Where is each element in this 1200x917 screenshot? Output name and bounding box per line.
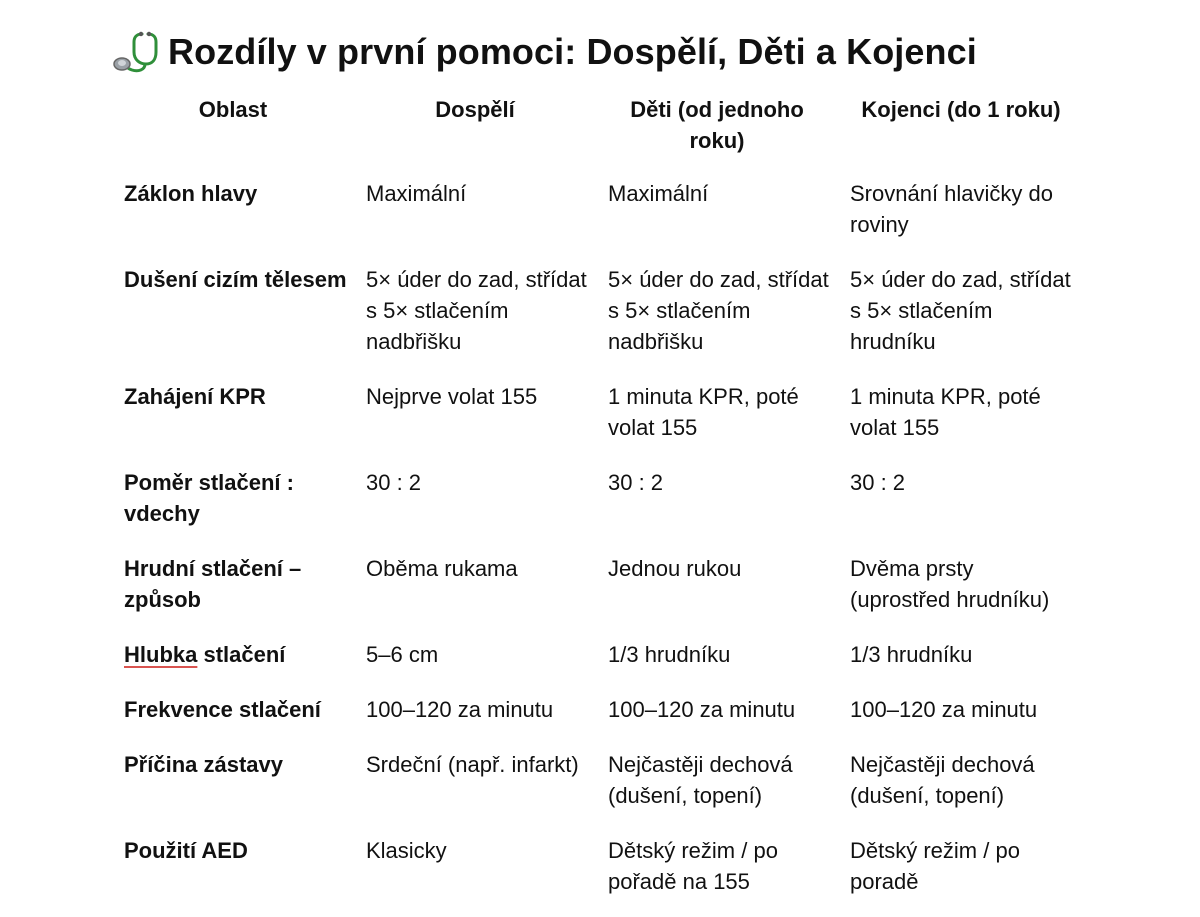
row-label: Použití AED xyxy=(124,838,248,863)
row-label: Dušení cizím tělesem xyxy=(124,267,347,292)
row-label: Poměr stlačení : vdechy xyxy=(124,470,294,526)
row-label-rest: stlačení xyxy=(197,642,286,667)
page-title: Rozdíly v první pomoci: Dospělí, Děti a Kojenci xyxy=(168,31,977,72)
row-label-spellcheck-word: Hlubka xyxy=(124,642,198,667)
cell-infants: Dětský režim / po poradě xyxy=(850,838,1020,894)
row-label: Příčina zástavy xyxy=(124,752,283,777)
table-row xyxy=(112,174,1084,260)
row-label: Zahájení KPR xyxy=(124,384,266,409)
cell-children: Nejčastěji dechová (dušení, topení) xyxy=(608,752,793,808)
cell-children: 30 : 2 xyxy=(608,470,664,495)
row-label: Záklon hlavy xyxy=(124,181,258,206)
header-infants: Kojenci (do 1 roku) xyxy=(861,97,1061,122)
cell-infants: 100–120 za minutu xyxy=(850,697,1038,722)
table-row xyxy=(112,745,1084,831)
cell-children: 5× úder do zad, střídat s 5× stlačením nadbřišku xyxy=(608,267,829,354)
cell-infants: 1/3 hrudníku xyxy=(850,642,973,667)
row-label: Hrudní stlačení – způsob xyxy=(124,556,302,612)
cell-adults: Klasicky xyxy=(366,838,447,863)
cell-children: Jednou rukou xyxy=(608,556,742,581)
row-label: Frekvence stlačení xyxy=(124,697,321,722)
table-row xyxy=(112,690,1084,745)
row-label xyxy=(112,635,354,690)
table-row xyxy=(112,549,1084,635)
cell-adults: 5–6 cm xyxy=(366,642,439,667)
table-header-row xyxy=(112,90,1084,174)
cell-adults: 30 : 2 xyxy=(366,470,422,495)
cell-infants: 30 : 2 xyxy=(850,470,906,495)
cell-children: Dětský režim / po pořadě na 155 xyxy=(608,838,778,894)
cell-children: 100–120 za minutu xyxy=(608,697,796,722)
table-row xyxy=(112,260,1084,377)
cell-infants: 1 minuta KPR, poté volat 155 xyxy=(850,384,1041,440)
cell-adults: Srdeční (např. infarkt) xyxy=(366,752,579,777)
comparison-table xyxy=(112,90,1084,917)
cell-infants: Dvěma prsty (uprostřed hrudníku) xyxy=(850,556,1050,612)
table-row xyxy=(112,463,1084,549)
header-children: Děti (od jednoho roku) xyxy=(630,97,804,153)
table-row xyxy=(112,831,1084,917)
table-row xyxy=(112,635,1084,690)
stethoscope-icon xyxy=(112,30,160,74)
cell-adults: Maximální xyxy=(366,181,467,206)
cell-infants: 5× úder do zad, střídat s 5× stlačením hrudníku xyxy=(850,267,1071,354)
header-adults: Dospělí xyxy=(435,97,515,122)
header-area: Oblast xyxy=(198,97,268,122)
cell-children: Maximální xyxy=(608,181,709,206)
cell-adults: Nejprve volat 155 xyxy=(366,384,538,409)
title-row xyxy=(112,30,977,74)
cell-infants: Nejčastěji dechová (dušení, topení) xyxy=(850,752,1035,808)
cell-adults: 100–120 za minutu xyxy=(366,697,554,722)
cell-infants: Srovnání hlavičky do roviny xyxy=(850,181,1053,237)
table-row xyxy=(112,377,1084,463)
cell-children: 1 minuta KPR, poté volat 155 xyxy=(608,384,799,440)
cell-adults: 5× úder do zad, střídat s 5× stlačením nadbřišku xyxy=(366,267,587,354)
cell-children: 1/3 hrudníku xyxy=(608,642,731,667)
cell-adults: Oběma rukama xyxy=(366,556,518,581)
